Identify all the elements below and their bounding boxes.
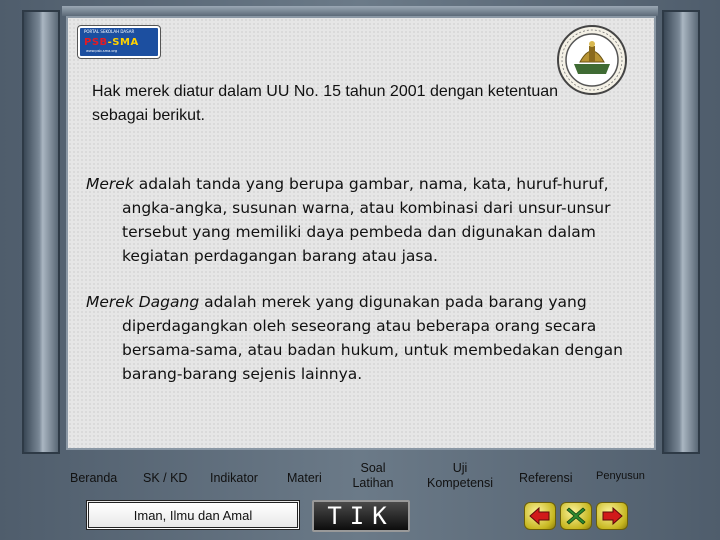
nav-uji-kompetensi[interactable]	[424, 461, 496, 491]
nav-sk-kd[interactable]: SK / KD	[143, 471, 188, 485]
logo-site: www.psb-sma.org	[86, 49, 118, 53]
term-merek: Merek	[86, 175, 134, 193]
close-x-icon	[564, 505, 588, 527]
nav-soal-latihan[interactable]	[350, 461, 396, 491]
nav-referensi[interactable]: Referensi	[519, 471, 573, 485]
prev-button[interactable]	[524, 502, 556, 530]
definition-merek	[86, 172, 662, 268]
definition-merek-dagang-text: adalah merek yang digunakan pada barang yang diperdagangkan oleh seseorang atau beberapa orang secara bersama-sama, atau badan hukum, untuk membedakan dengan barang-barang sejenis lainnya.	[122, 293, 623, 383]
arrow-right-icon	[600, 505, 624, 527]
definition-merek-text: adalah tanda yang berupa gambar, nama, kata, huruf-huruf, angka-angka, susunan warna, atau kombinasi dari unsur-unsur tersebut yang memiliki daya pembeda dan digunakan dalam kegiatan perdagangan barang atau jasa.	[122, 175, 611, 265]
subject-label: TIK	[312, 500, 410, 532]
nav-uji-kompetensi-line2: Kompetensi	[426, 476, 493, 490]
left-rail	[22, 10, 60, 454]
nav-uji-kompetensi-line1: Uji	[452, 461, 468, 475]
close-button[interactable]	[560, 502, 592, 530]
nav-materi[interactable]: Materi	[287, 471, 322, 485]
nav-indikator[interactable]: Indikator	[210, 471, 258, 485]
intro-text: Hak merek diatur dalam UU No. 15 tahun 2001 dengan ketentuan sebagai berikut.	[92, 83, 559, 124]
nav-soal-latihan-line1: Soal	[360, 461, 386, 475]
top-bar	[62, 6, 658, 16]
motto-box: Iman, Ilmu dan Amal	[86, 500, 300, 530]
right-rail	[662, 10, 700, 454]
psb-sma-logo	[78, 26, 160, 58]
school-seal-icon	[556, 24, 628, 96]
next-button[interactable]	[596, 502, 628, 530]
logo-tagline: PORTAL SEKOLAH DASAR	[84, 29, 135, 34]
definition-merek-dagang	[86, 290, 662, 386]
nav-penyusun[interactable]: Penyusun	[596, 470, 645, 482]
term-merek-dagang: Merek Dagang	[86, 293, 200, 311]
arrow-left-icon	[528, 505, 552, 527]
logo-name: PSB-SMA	[84, 37, 139, 48]
nav-beranda[interactable]: Beranda	[70, 471, 118, 485]
nav-soal-latihan-line2: Latihan	[352, 476, 394, 490]
